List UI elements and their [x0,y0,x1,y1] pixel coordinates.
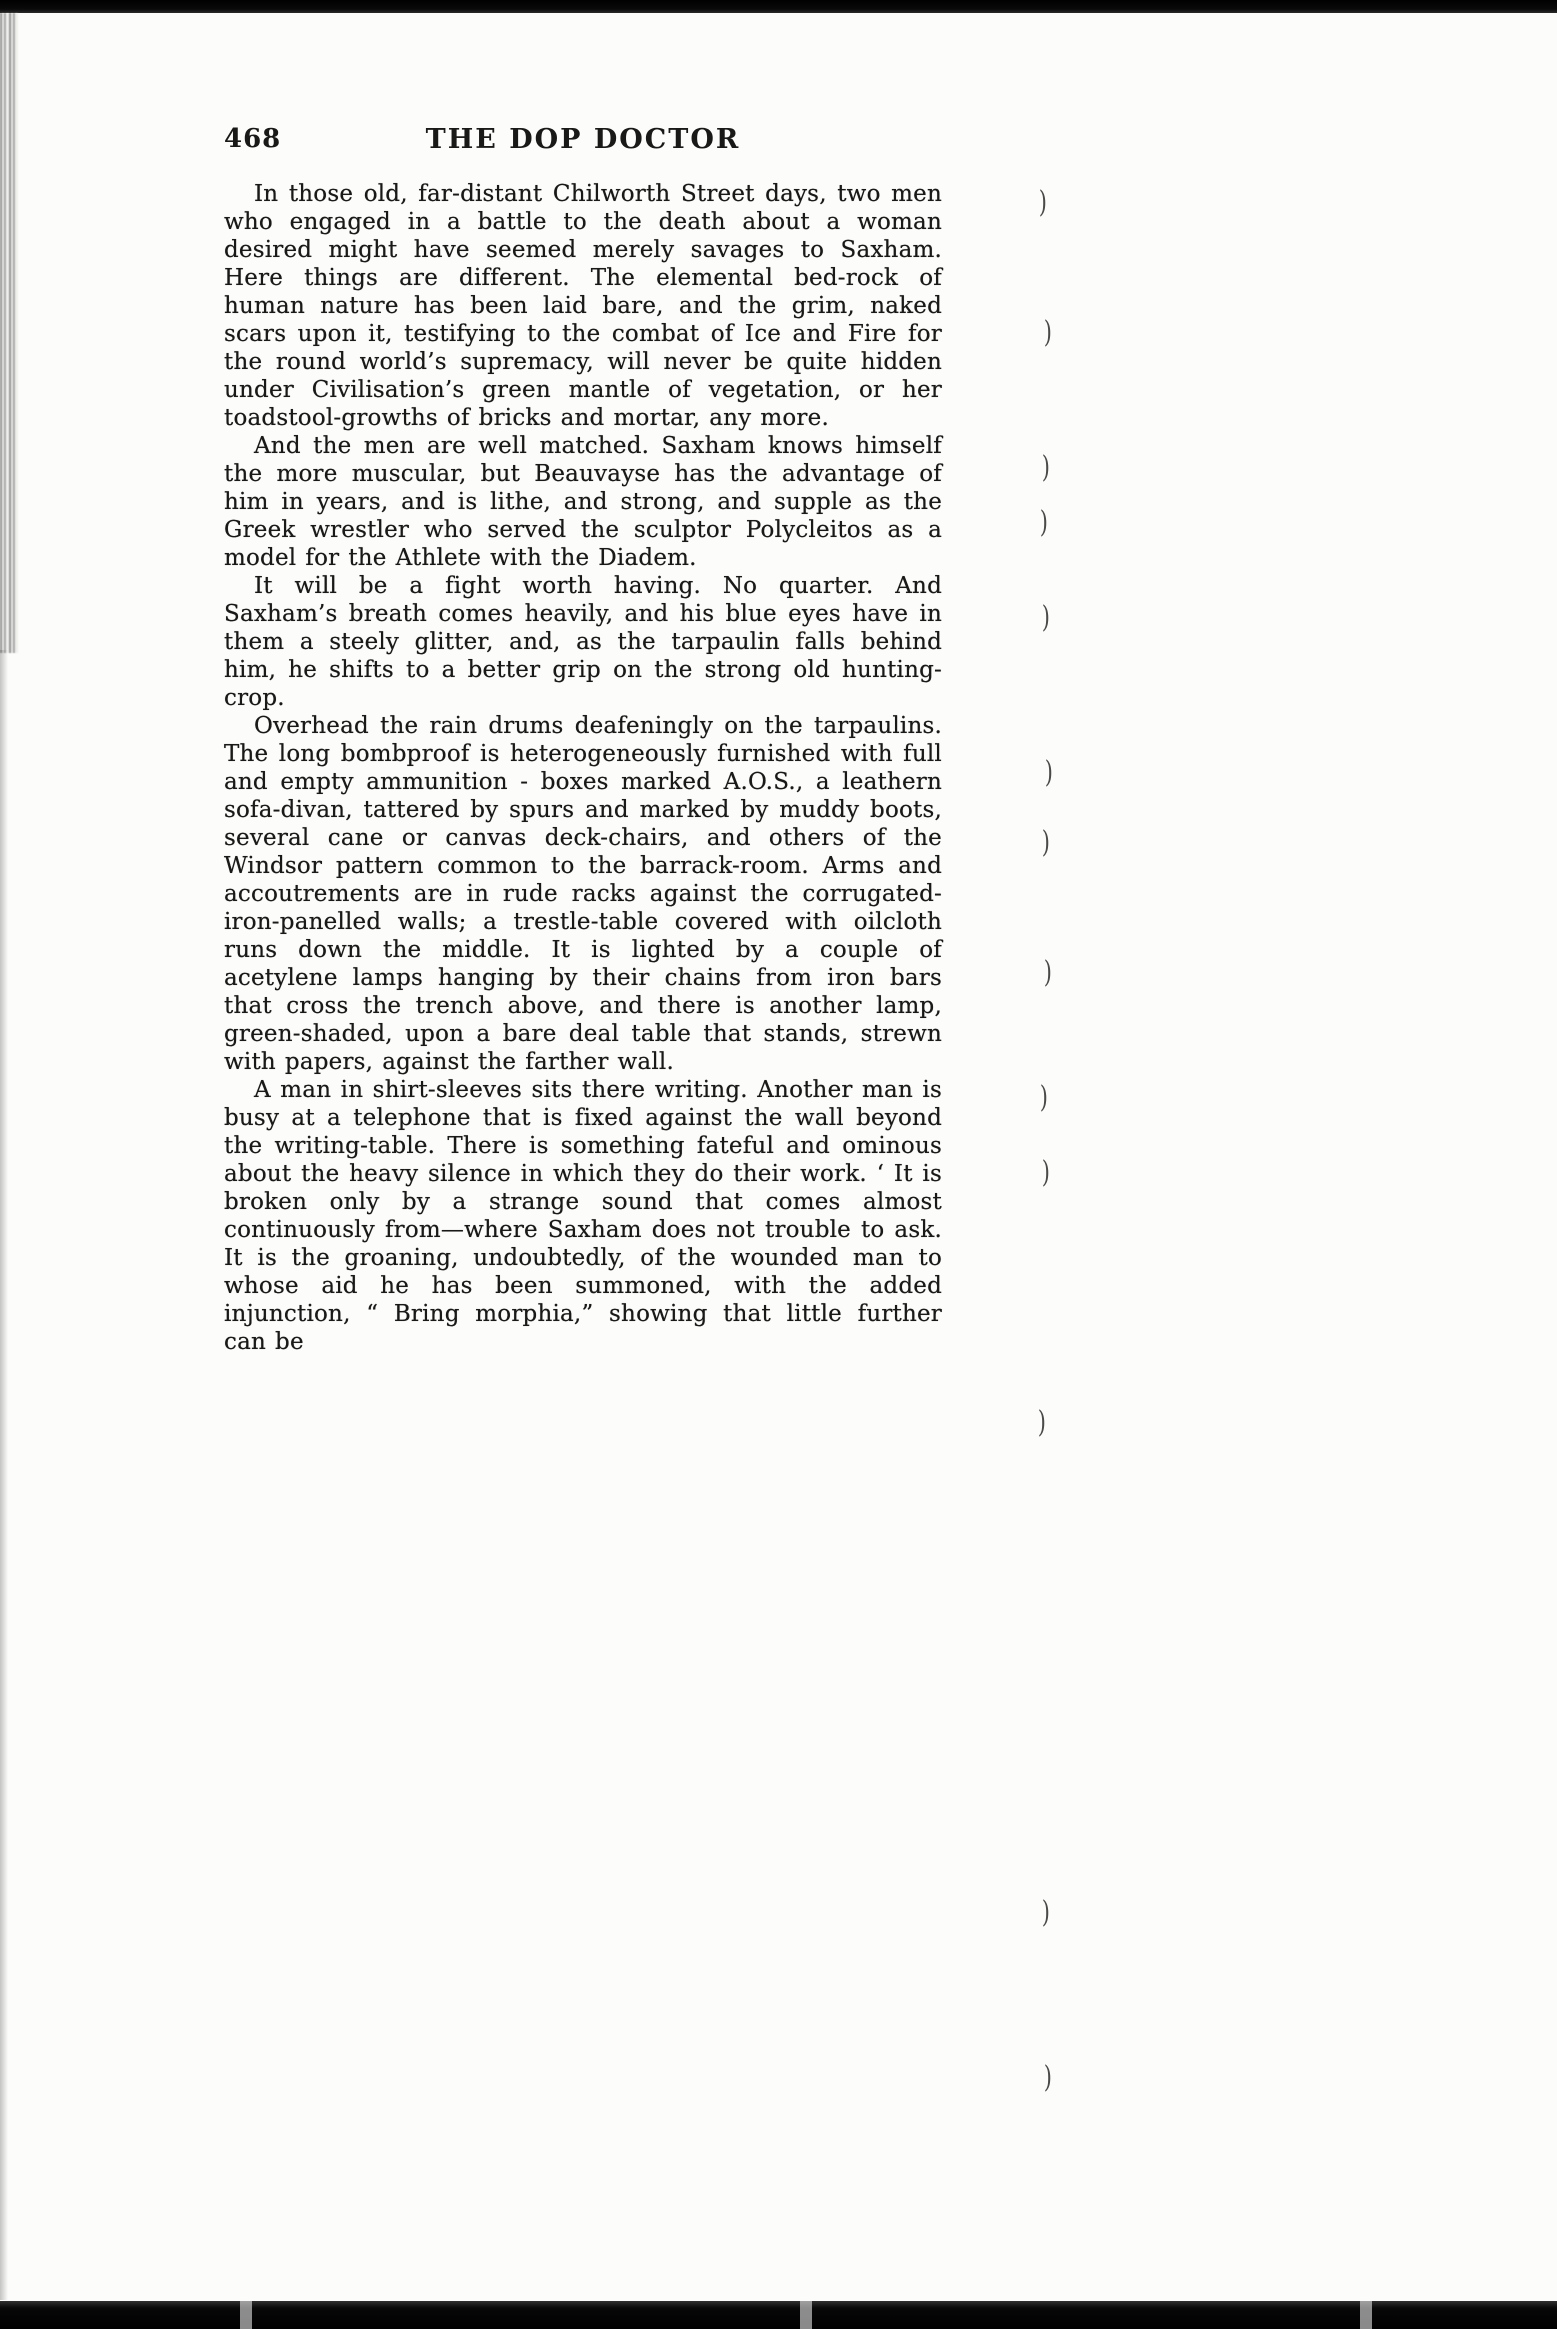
paragraph: And the men are well matched. Saxham knows himself the more muscular, but Beauvayse has the advantage of him in years, and is lithe, and strong, and supple as the Greek wrestler who served the sculptor Polycleitos as a model for the Athlete with the Diadem. [224,433,942,571]
page-body [224,180,942,1356]
scan-edge-top [0,0,1557,13]
scan-artifact-mark: ) [1041,600,1050,635]
scan-artifact-mark: ) [1039,1080,1048,1115]
running-title: THE DOP DOCTOR [425,124,741,155]
page-number: 468 [224,124,282,154]
scan-artifact-mark: ) [1041,1155,1050,1190]
scan-artifact-mark: ) [1041,450,1050,485]
scan-artifact-mark: ) [1041,1895,1050,1930]
binding-gutter-shadow [0,13,18,653]
binding-gutter-shadow-lower [0,650,8,2300]
paragraph: Overhead the rain drums deafeningly on the tarpaulins. The long bombproof is heterogeneously furnished with full and empty ammunition - boxes marked A.O.S., a leathern sofa-divan, tattered by spurs and marked by muddy boots, several cane or canvas deck-chairs, and others of the Windsor pattern common to the barrack-room. Arms and accoutrements are in rude racks against the corrugated-iron-panelled walls; a trestle-table covered with oilcloth runs down the middle. It is lighted by a couple of acetylene lamps hanging by their chains from iron bars that cross the trench above, and there is another lamp, green-shaded, upon a bare deal table that stands, strewn with papers, against the farther wall. [224,713,942,1075]
paragraph: In those old, far-distant Chilworth Street days, two men who engaged in a battle to the death about a woman desired might have seemed merely savages to Saxham. Here things are different. The elemental bed-rock of human nature has been laid bare, and the grim, naked scars upon it, testifying to the combat of Ice and Fire for the round world’s supremacy, will never be quite hidden under Civilisation’s green mantle of vegetation, or her toadstool-growths of bricks and mortar, any more. [224,181,942,431]
page-header [224,124,942,158]
scan-artifact-mark: ) [1043,2060,1052,2095]
paragraph: It will be a fight worth having. No quarter. And Saxham’s breath comes heavily, and his blue eyes have in them a steely glitter, and, as the tarpaulin falls behind him, he shifts to a better grip on the strong old hunting-crop. [224,573,942,711]
scan-artifact-mark: ) [1037,1405,1046,1440]
scan-artifact-mark: ) [1039,505,1048,540]
scan-artifact-mark: ) [1043,955,1052,990]
paragraph: A man in shirt-sleeves sits there writing. Another man is busy at a telephone that is fixed against the wall beyond the writing-table. There is something fateful and ominous about the heavy silence in which they do their work. ‘ It is broken only by a strange sound that comes almost continuously from—where Saxham does not trouble to ask. It is the groaning, undoubtedly, of the wounded man to whose aid he has been summoned, with the added injunction, “ Bring morphia,” showing that little further can be [224,1077,942,1355]
text-block [224,124,942,1356]
scan-artifact-mark: ) [1038,185,1047,220]
scan-edge-bottom [0,2301,1557,2329]
scan-artifact-mark: ) [1041,825,1050,860]
scan-artifact-mark: ) [1044,755,1053,790]
scan-artifact-mark: ) [1043,315,1052,350]
